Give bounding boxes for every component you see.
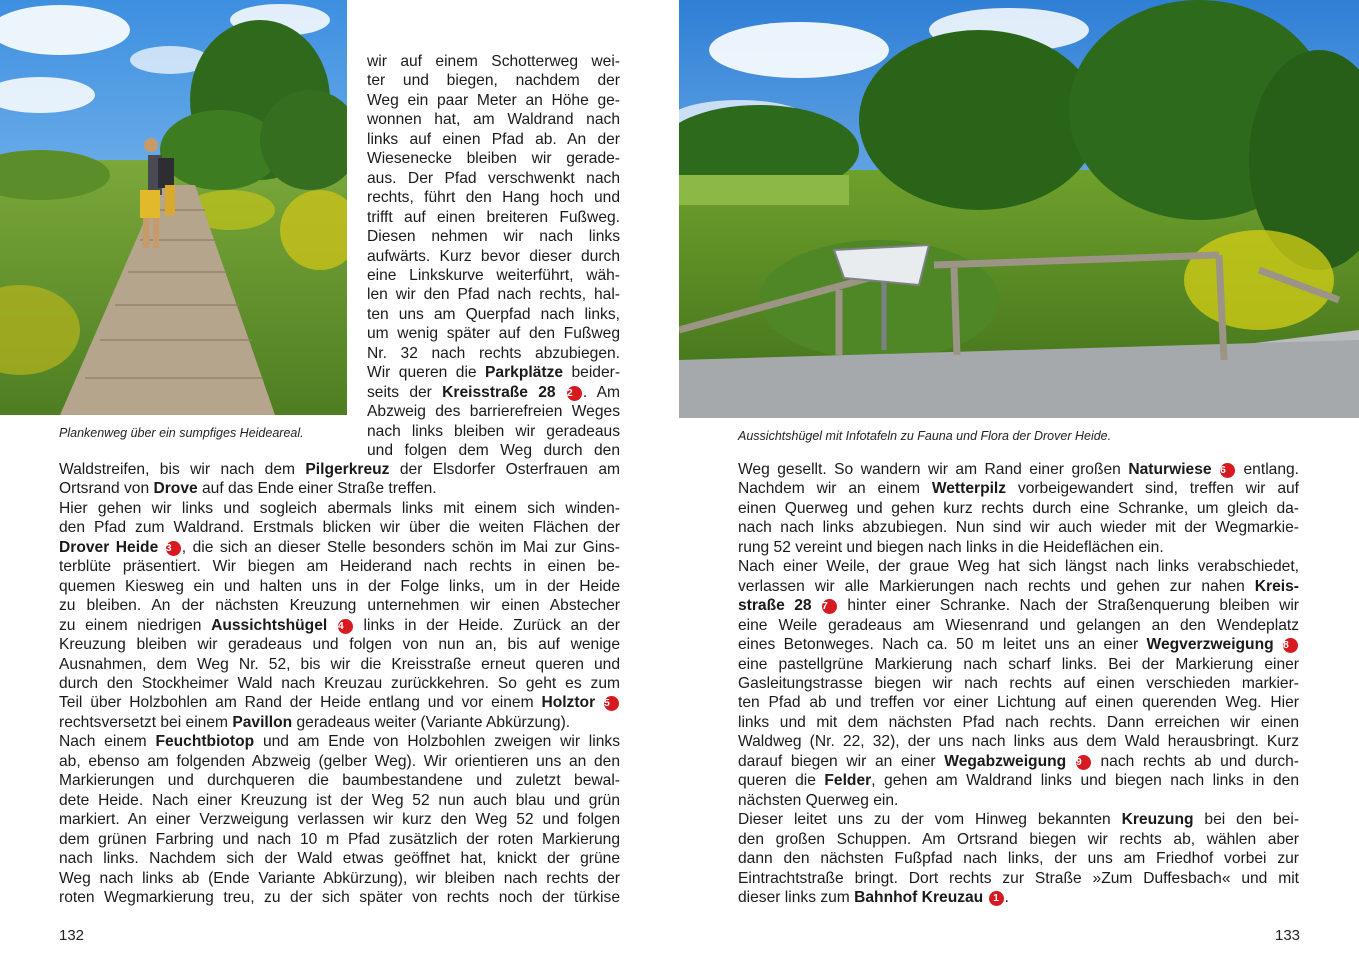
text-line: nach links bleiben wir geradeaus <box>367 422 620 440</box>
route-marker: 9 <box>1076 755 1091 770</box>
text-line: wonnen hat, am Waldrand nach <box>367 111 620 129</box>
keyword-strasse-28: straße 28 <box>738 597 812 615</box>
narrow-text-column <box>367 52 620 461</box>
route-marker: 2 <box>567 386 582 401</box>
text-line: um wenig später auf den Fußweg <box>367 325 620 343</box>
keyword-pilgerkreuz: Pilgerkreuz <box>305 461 390 478</box>
text-line: ter und biegen, nachdem der <box>367 72 620 90</box>
keyword-wegabzweigung: Wegabzweigung <box>944 752 1067 770</box>
page-number: 132 <box>59 927 85 944</box>
photo-caption: Plankenweg über ein sumpfiges Heideareal. <box>59 426 304 440</box>
text-line: Abzweig des barrierefreien Weges <box>367 403 620 421</box>
keyword-holztor: Holztor <box>541 694 596 712</box>
right-page <box>679 0 1359 969</box>
text-line: aufwärts. Kurz bevor dieser durch <box>367 247 620 265</box>
left-page <box>0 0 679 969</box>
route-marker: 1 <box>989 891 1004 906</box>
route-marker: 3 <box>166 541 181 556</box>
keyword-wetterpilz: Wetterpilz <box>931 480 1007 498</box>
keyword-kreis: Kreis- <box>1254 577 1299 595</box>
text-line: rechts, führt den Hang hoch und <box>367 189 620 207</box>
keyword-aussichtshuegel: Aussichtshügel <box>211 616 328 634</box>
text-line: seits der Kreisstraße 28 2 . Am <box>367 383 620 401</box>
text-line: ten uns am Querpfad nach links, <box>367 305 620 323</box>
page-number: 133 <box>1275 927 1301 944</box>
text-line: Weg ein paar Meter an Höhe ge- <box>367 91 620 109</box>
text-line: len wir den Pfad nach rechts, hal- <box>367 286 620 304</box>
keyword-feuchtbiotop: Feuchtbiotop <box>155 733 255 751</box>
full-text-block: Weg gesellt. So wandern wir am Rand einer großen Naturwiese 6 entlang. Nachdem wir an einem Wetterpilz vorbeigewandert sind, treffen wir auf einen Querweg und gehen kurz rechts durch eine Schranke, um gleich da- nach nach links abzubiegen. Nun sind wir auch wieder mit der Wegmarkie- rung 52 vereint und biegen nach links in die Heideflächen ein. Nach einer Weile, der graue Weg hat sich längst nach links verabschiedet, verlassen wir alle Markierungen nach rechts und gehen zur nahen Kreis- straße 28 7 hinter einer Schranke. Nach der Straßenquerung bleiben wir eine Weile geradeaus am Wiesenrand und gelangen an den Wendeplatz eines Betonweges. Nach ca. 50 m leitet uns an einer Wegverzweigung 8 eine pastellgrüne Markierung nach scharf links. Bei der Markierung einer Gasleitungstrasse biegen wir nach rechts auf einen verschieden markier- ten Pfad ab und treffen vor einer Lichtung auf einen querenden Weg. Hier links und mit dem nächsten Pfad nach rechts. Dann erreichen wir einen Waldweg (Nr. 22, 32), der uns nach links aus dem Wald herausbringt. Kurz darauf biegen wir an einer Wegabzweigung 9 nach rechts ab und durch- queren die Felder, gehen am Waldrand links und biegen nach links in den nächsten Querweg ein. Dieser leitet uns zu der vom Hinweg bekannten Kreuzung bei den bei- den großen Schuppen. Am Ortsrand biegen wir rechts ab, wählen aber dann den nächsten Fußpfad nach links, der uns am Friedhof vorbei zur Eintrachtstraße bringt. Dort rechts zur Straße »Zum Duffesbach« und mit dieser links zum Bahnhof Kreuzau 1 . <box>738 461 1300 906</box>
text-line: Wir queren die Parkplätze beider- <box>367 364 621 382</box>
keyword-drover-heide: Drover Heide <box>59 538 159 556</box>
keyword-kreuzung: Kreuzung <box>1121 811 1194 829</box>
full-text-block: Waldstreifen, bis wir nach dem Pilgerkreuz der Elsdorfer Osterfrauen am Ortsrand von Drove auf das Ende einer Straße treffen. Hier gehen wir links und sogleich abermals links mit einem sich winden- den Pfad zum Waldrand. Erstmals blicken wir über die weiten Flächen der Drover Heide 3 , die sich an dieser Stelle besonders schön im Mai zur Gins- terblüte präsentiert. Wir biegen am Heiderand nach rechts in einen be- quemen Kiesweg ein und halten uns in der Folge links, um in der Heide zu bleiben. An der nächsten Kreuzung unternehmen wir einen Abstecher zu einem niedrigen Aussichtshügel 4 links in der Heide. Zurück an der Kreuzung bleiben wir geradeaus und folgen von nun an, bis auf wenige Ausnahmen, dem Weg Nr. 52, bis wir die Kreisstraße erneut queren und durch den Stockheimer Wald nach Kreuzau zurückkehren. So geht es zum Teil über Holzbohlen am Rand der Heide entlang und vor einem Holztor 5 rechtsversetzt bei einem Pavillon geradeaus weiter (Variante Abkürzung). Nach einem Feuchtbiotop und am Ende von Holzbohlen zweigen wir links ab, ebenso am folgenden Abzweig (gelber Weg). Wir orientieren uns an den Markierungen und durchqueren die baumbestandene und zuletzt bewal- dete Heide. Nach einer Kreuzung ist der Weg 52 nun auch blau und grün markiert. An einer Verzweigung verlassen wir kurz den Weg 52 und folgen dem grünen Farbring und nach 10 m Pfad zusätzlich der roten Markierung nach links. Nachdem sich der Wald etwas geöffnet hat, knickt der grüne Weg nach links ab (Ende Variante Abkürzung), wir bleiben nach rechts der roten Wegmarkierung treu, zu der sich später von rechts noch der türkise <box>59 461 620 906</box>
photo-caption: Aussichtshügel mit Infotafeln zu Fauna und Flora der Drover Heide. <box>738 429 1112 443</box>
text-line: und folgen dem Weg durch den <box>367 442 620 460</box>
route-marker: 4 <box>338 619 353 634</box>
text-line: links auf einen Pfad ab. An der <box>367 130 620 148</box>
keyword-parkplaetze: Parkplätze <box>485 364 564 382</box>
text-line: eine Linkskurve weiterführt, wäh- <box>367 266 620 284</box>
text-line: Nr. 32 nach rechts abzubiegen. <box>367 344 620 362</box>
keyword-kreisstrasse-28: Kreisstraße 28 <box>442 383 556 401</box>
text-line: Wiesenecke bleiben wir gerade- <box>367 150 620 168</box>
route-marker: 7 <box>822 599 837 614</box>
text-line: aus. Der Pfad verschwenkt nach <box>367 169 620 187</box>
viewpoint-photo <box>679 0 1359 418</box>
keyword-drove: Drove <box>153 480 198 498</box>
text-line: trifft auf einen breiteren Fußweg. <box>367 208 620 226</box>
text-line: wir auf einem Schotterweg wei- <box>367 53 620 70</box>
keyword-wegverzweigung: Wegverzweigung <box>1146 636 1274 654</box>
keyword-felder: Felder <box>824 772 872 790</box>
route-marker: 6 <box>1220 463 1235 478</box>
keyword-bahnhof-kreuzau: Bahnhof Kreuzau <box>854 888 984 906</box>
boardwalk-photo <box>0 0 347 415</box>
route-marker: 5 <box>604 696 619 711</box>
text-line: Diesen nehmen wir nach links <box>367 228 620 246</box>
route-marker: 8 <box>1283 638 1298 653</box>
keyword-pavillon: Pavillon <box>232 713 293 731</box>
keyword-naturwiese: Naturwiese <box>1128 461 1212 478</box>
